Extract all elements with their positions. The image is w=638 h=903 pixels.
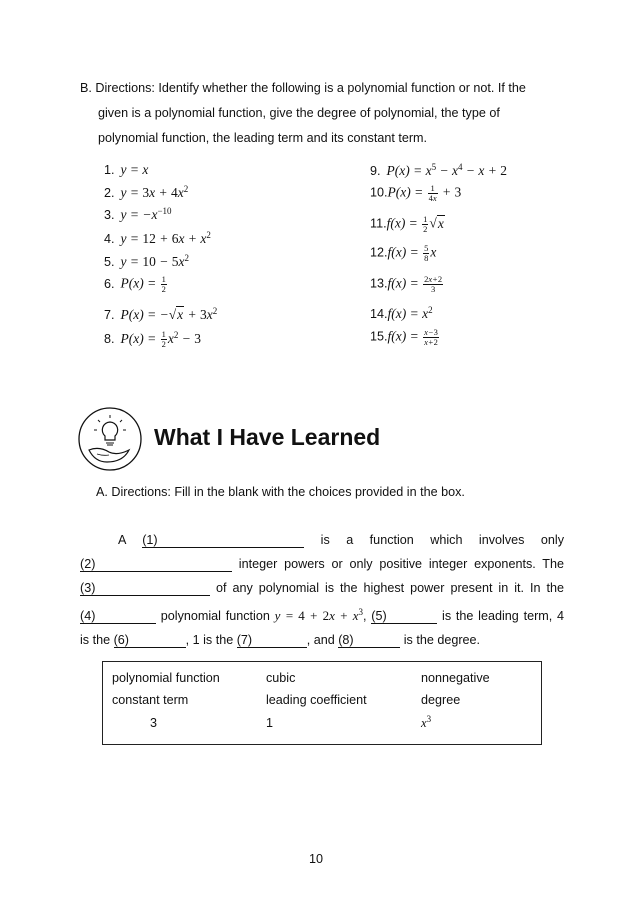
paragraph-line-4: (4) polynomial function $y = 4 + 2x + x^3$, (5) is the leading term, 4 (80, 607, 565, 623)
choice-degree: degree (421, 693, 461, 707)
choice-polynomial-function: polynomial function (112, 671, 220, 685)
directions-b-line2: given is a polynomial function, give the degree of polynomial, the type of (98, 106, 500, 120)
blank-5[interactable]: (5) (371, 609, 437, 624)
choice-nonnegative: nonnegative (421, 671, 490, 685)
paragraph-line-5: is the (6) , 1 is the (7) , and (8) is the degree. (80, 633, 481, 647)
directions-b-line1: Directions: Identify whether the following is a polynomial function or not. If the (95, 81, 526, 95)
item-4: 4. $y = 12 + 6x + x^2$ (104, 230, 211, 246)
blank-1[interactable]: (1) (142, 533, 304, 548)
directions-a: A. Directions: Fill in the blank with the choices provided in the box. (96, 485, 465, 499)
directions-b (80, 76, 564, 151)
choice-x-cubed: $x^3$ (421, 714, 432, 730)
choice-3: 3 (150, 716, 158, 730)
item-6: 6. P(x) = $\frac{1}{2}$ (104, 274, 166, 294)
item-8: 8. P(x) = $\frac{1}{2}$ $x^2 - 3$ (104, 329, 201, 350)
directions-b-line3: polynomial function, the leading term and its constant term. (98, 131, 428, 145)
choice-1: 1 (266, 716, 274, 730)
blank-8[interactable]: (8) (338, 633, 400, 648)
blank-7[interactable]: (7) (237, 633, 307, 648)
item-7: 7. $P(x) = -√x + 3x^2$ (104, 306, 218, 322)
choice-cubic: cubic (266, 671, 296, 685)
paragraph-line-3: (3) of any polynomial is the highest power present in it. In the (80, 581, 565, 595)
item-9: 9. $P(x) = x^5 - x^4 - x + 2$ (370, 162, 507, 178)
item-12: 12.f(x) = $\frac{5}{8}$ x (370, 243, 437, 263)
item-13: 13.f(x) = $\frac{2x+2}{3}$ (370, 274, 443, 294)
paragraph-line-1: A (1) is a function which involves only (118, 533, 564, 547)
choices-box (102, 661, 542, 745)
blank-4[interactable]: (4) (80, 609, 156, 624)
blank-6[interactable]: (6) (114, 633, 186, 648)
fill-in-paragraph (80, 528, 564, 652)
blank-3[interactable]: (3) (80, 581, 210, 596)
paragraph-line-2: (2) integer powers or only positive integer exponents. The (80, 557, 565, 571)
item-2: 2. $y = 3x + 4x^2$ (104, 184, 189, 200)
section-title: What I Have Learned (154, 424, 381, 450)
page-number: 10 (309, 852, 324, 866)
directions-b-label: B. (80, 81, 92, 95)
item-3: 3. $y = -x^{-10}$ (104, 206, 172, 222)
item-15: 15.f(x) = $\frac{x-3}{x+2}$ (370, 327, 438, 347)
choice-leading-coefficient: leading coefficient (266, 693, 367, 707)
blank-2[interactable]: (2) (80, 557, 232, 572)
lightbulb-icon (77, 406, 143, 472)
item-10: 10.P(x) = $\frac{1}{4x}$ + 3 (370, 183, 462, 203)
choice-constant-term: constant term (112, 693, 189, 707)
item-11: 11.f(x) = $\frac{1}{2}$ √x (370, 214, 444, 234)
item-5: 5. $y = 10 - 5x^2$ (104, 253, 189, 269)
item-1: 1. y = x (104, 162, 149, 177)
item-14: $14.f(x) = x^2$ (370, 305, 433, 321)
